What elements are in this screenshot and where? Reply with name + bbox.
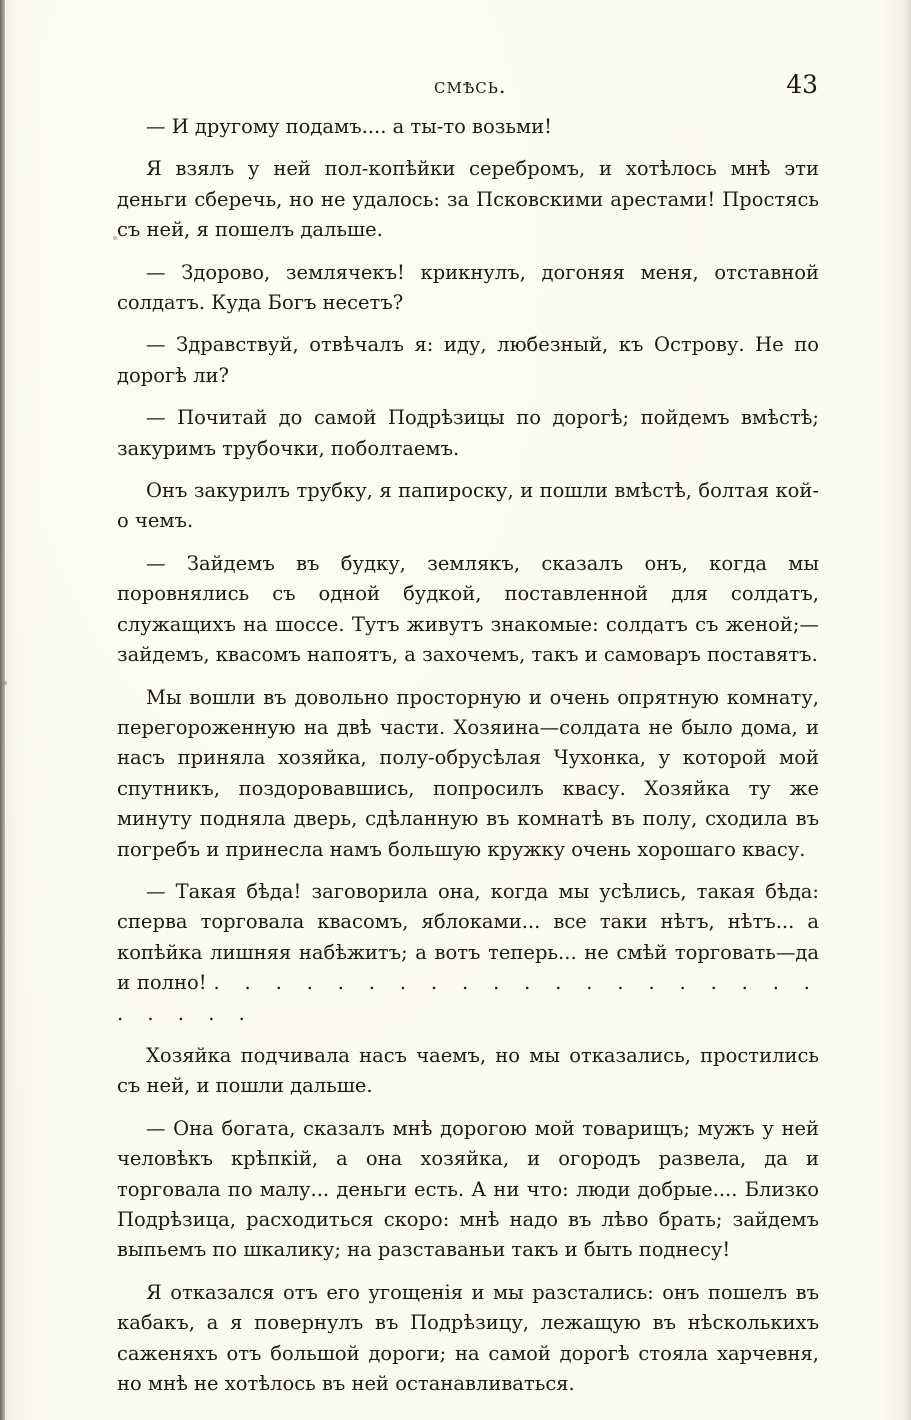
paragraph: — И другому подамъ.... а ты-то возьми! [146,115,553,138]
page-header [148,70,818,104]
paragraph: — Почитай до самой Подрѣзицы по дорогѣ; пойдемъ вмѣстѣ; закуримъ трубочки, поболтаемъ. [117,406,819,460]
paragraph: — Здорово, землячекъ! крикнулъ, догоняя меня, отставной солдатъ. Куда Богъ несетъ? [117,260,819,315]
ink-smudge [113,236,117,240]
paragraph: — Она богата, сказалъ мнѣ дорогою мой товарищъ; мужъ у ней человѣкъ крѣпкій, а она хозяйка, и огородъ развела, да и торговала по малу... деньги есть. А ни что: люди добрые.... Близко Подрѣзица, расходиться скоро: мнѣ надо въ лѣво брать; зайдемъ выпьемъ по шкалику; на разставаньи такъ и быть поднесу! [117,1116,819,1262]
page-number: 43 [786,70,818,99]
paragraph [117,877,819,1029]
paragraph: Онъ закурилъ трубку, я папироску, и пошли вмѣстѣ, болтая кой-о чемъ. [117,479,819,533]
paragraph: — Здравствуй, отвѣчалъ я: иду, любезный, къ Острову. Не по дорогѣ ли? [117,333,819,387]
page-edge-shadow [0,0,5,1420]
ellipsis-dots: . . . . . . . . . . . . . . . . . . . . . . . . . [117,971,819,1025]
paragraph: Я взялъ у ней пол-копѣйки серебромъ, и хотѣлось мнѣ эти деньги сберечь, но не удалось: за Псковскими арестами! Простясь съ ней, я пошелъ дальше. [117,157,819,242]
paragraph: Мы вошли въ довольно просторную и очень опрятную комнату, перегороженную на двѣ части. Хозяина—солдата не было дома, и насъ приняла хозяйка, полу-обрусѣлая Чухонка, у которой мой спутникъ, поздоровавшись, попросилъ квасу. Хозяйка ту же минуту подняла дверь, сдѣланную въ комнатѣ въ полу, сходила въ погребъ и принесла намъ большую кружку очень хорошаго квасу. [117,685,819,861]
ink-smudge [3,681,7,685]
paragraph: — Зайдемъ въ будку, землякъ, сказалъ онъ, когда мы поровнялись съ одной будкой, поставленной для солдатъ, служащихъ на шоссе. Тутъ живутъ знакомые: солдатъ съ женой;—зайдемъ, квасомъ напоятъ, а захочемъ, такъ и самоваръ поставятъ. [117,551,819,667]
body-text [117,112,819,1399]
paragraph-text: — Такая бѣда! заговорила она, когда мы усѣлись, такая бѣда: сперва торговала квасомъ, яблоками... все таки нѣтъ, нѣтъ... а копѣйка лишняя набѣжитъ; а вотъ теперь... не смѣй торговать—да и полно! [117,879,819,995]
paragraph: Хозяйка подчивала насъ чаемъ, но мы отказались, простились съ ней, и пошли дальше. [117,1043,819,1098]
paragraph: Я отказался отъ его угощенія и мы разстались: онъ пошелъ въ кабакъ, а я повернулъ въ Подрѣзицу, лежащую въ нѣсколькихъ саженяхъ отъ большой дороги; на самой дорогѣ стояла харчевня, но мнѣ не хотѣлось въ ней останавливаться. [117,1280,819,1396]
running-title: смѣсь. [434,74,507,98]
